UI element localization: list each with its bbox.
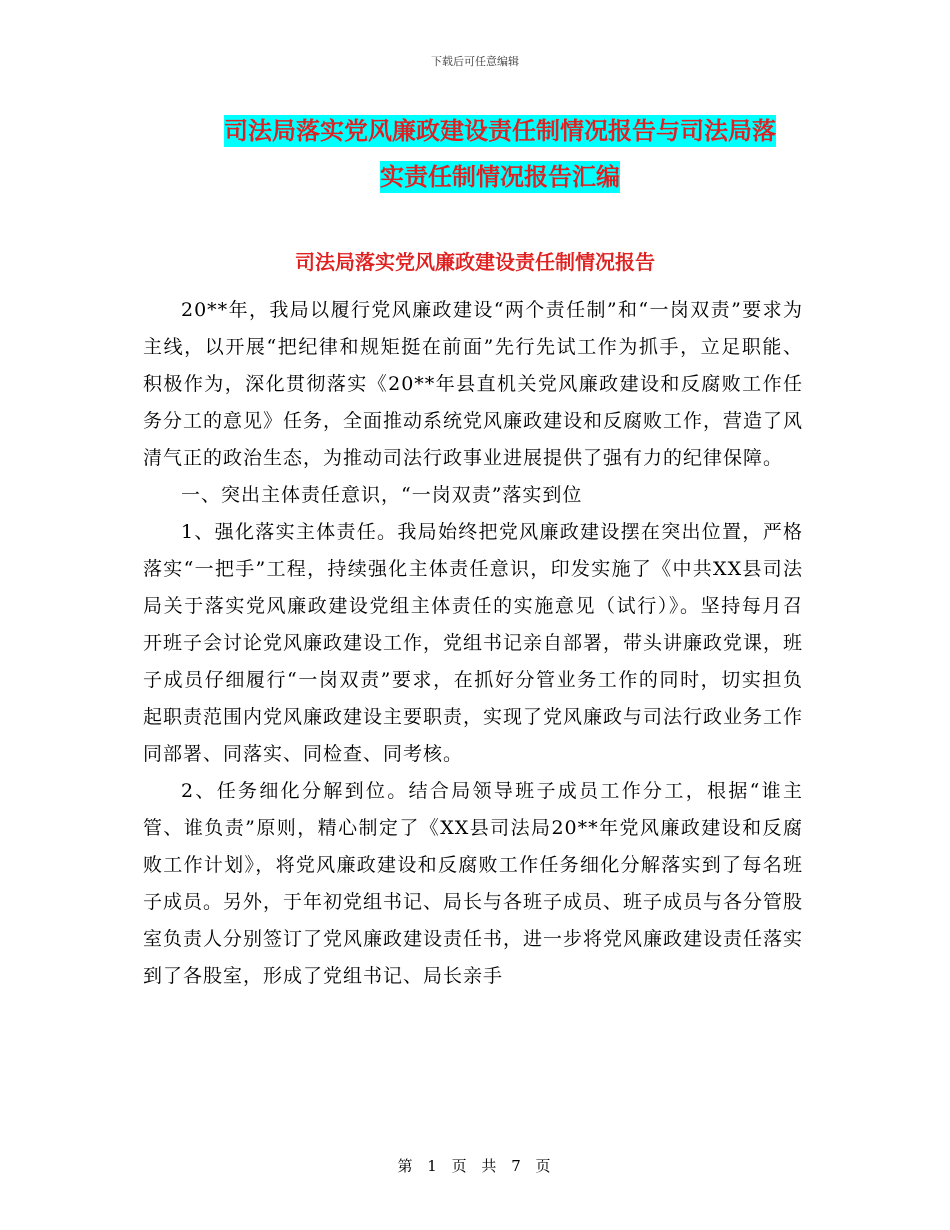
footer-current-page: 1 — [427, 1157, 439, 1175]
paragraph-intro: 20**年，我局以履行党风廉政建设“两个责任制”和“一岗双责”要求为主线，以开展“把纪律和规矩挺在前面”先行先试工作为抓手，立足职能、积极作为，深化贯彻落实《20**年县直机关党风廉政建设和反腐败工作任务分工的意见》任务，全面推动系统党风廉政建设和反腐败工作，营造了风清气正的政治生态，为推动司法行政事业进展提供了强有力的纪律保障。 — [143, 299, 804, 469]
header-note: 下载后可任意编辑 — [431, 55, 519, 68]
page-footer — [0, 1155, 950, 1176]
document-title — [180, 108, 820, 200]
title-line-2: 实责任制情况报告汇编 — [380, 163, 620, 191]
title-line-1: 司法局落实党风廉政建设责任制情况报告与司法局落 — [224, 117, 776, 145]
paragraph-heading-1: 一、突出主体责任意识，“一岗双责”落实到位 — [181, 484, 583, 506]
document-body — [143, 292, 803, 995]
footer-prefix: 第 — [397, 1157, 415, 1175]
footer-mid2: 共 — [481, 1157, 499, 1175]
paragraph-item-2: 2、任务细化分解到位。结合局领导班子成员工作分工，根据“谁主管、谁负责”原则，精心制定了《XX县司法局20**年党风廉政建设和反腐败工作计划》，将党风廉政建设和反腐败工作任务细化分解落实到了每名班子成员。另外，于年初党组书记、局长与各班子成员、班子成员与各分管股室负责人分别签订了党风廉政建设责任书，进一步将党风廉政建设责任落实到了各股室，形成了党组书记、局长亲手 — [143, 780, 804, 987]
paragraph-item-1: 1、强化落实主体责任。我局始终把党风廉政建设摆在突出位置，严格落实“一把手”工程，持续强化主体责任意识，印发实施了《中共XX县司法局关于落实党风廉政建设党组主体责任的实施意见（试行）》。坚持每月召开班子会讨论党风廉政建设工作，党组书记亲自部署，带头讲廉政党课，班子成员仔细履行“一岗双责”要求，在抓好分管业务工作的同时，切实担负起职责范围内党风廉政建设主要职责，实现了党风廉政与司法行政业务工作同部署、同落实、同检查、同考核。 — [143, 521, 804, 765]
footer-mid1: 页 — [451, 1157, 469, 1175]
section-title: 司法局落实党风廉政建设责任制情况报告 — [295, 250, 655, 274]
footer-suffix: 页 — [535, 1157, 553, 1175]
footer-total-pages: 7 — [511, 1157, 523, 1175]
